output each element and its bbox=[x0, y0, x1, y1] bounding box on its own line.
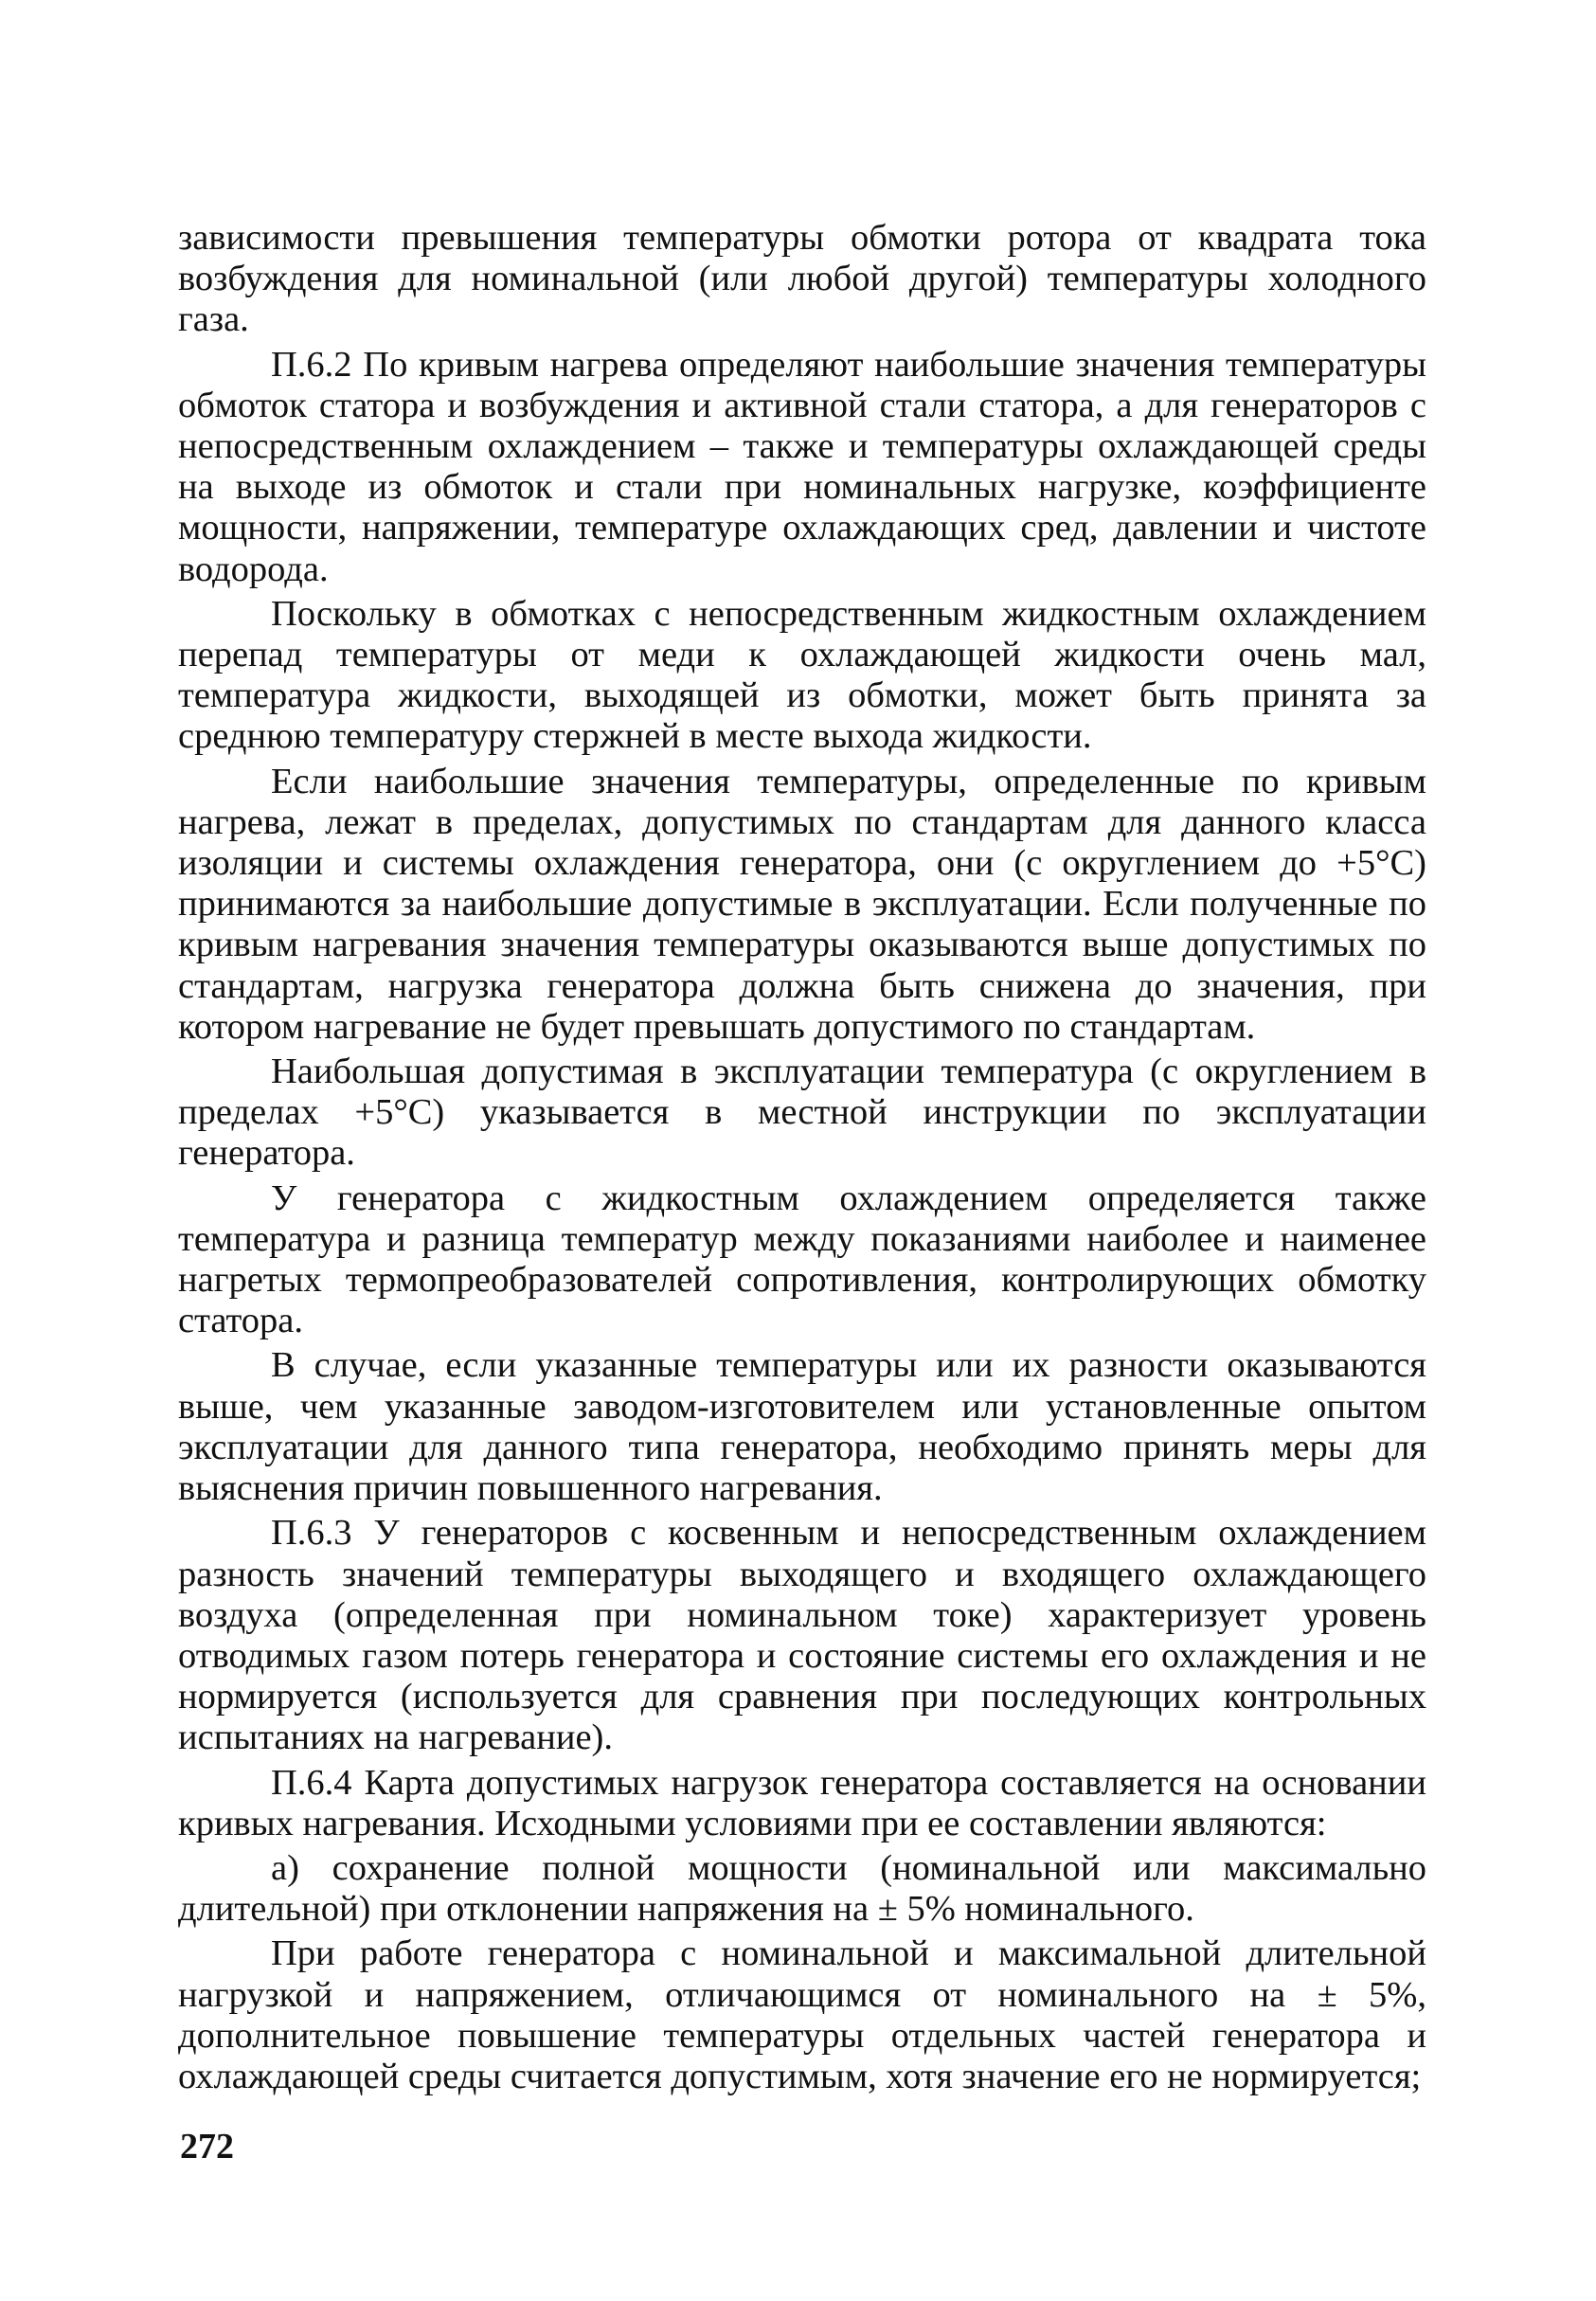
paragraph-liquid-generator: У генератора с жидкостным охлаждением определяется также температура и разница температур между показаниями наиболее и наименее нагретых термопреобразователей сопротивления, контролирующих обмотку статора. bbox=[178, 1177, 1426, 1341]
paragraph-continuation: зависимости превышения температуры обмотки ротора от квадрата тока возбуждения для номинальной (или любой другой) температуры холодного газа. bbox=[178, 218, 1426, 340]
paragraph-operation: При работе генератора с номинальной и максимальной длительной нагрузкой и напряжением, отличающимся от номинального на ± 5%, дополнительное повышение температуры отдельных частей генератора и охлаждающей среды считается допустимым, хотя значение его не нормируется; bbox=[178, 1933, 1426, 2096]
paragraph-item-a: а) сохранение полной мощности (номинальной или максимально длительной) при отклонении напряжения на ± 5% номинального. bbox=[178, 1847, 1426, 1930]
page-number: 272 bbox=[180, 2127, 234, 2166]
document-body bbox=[178, 218, 1426, 2101]
paragraph-p6-2: П.6.2 По кривым нагрева определяют наибольшие значения температуры обмоток статора и возбуждения и активной стали статора, а для генераторов с непосредственным охлаждением – также и температуры охлаждающей среды на выходе из обмоток и стали при номинальных нагрузке, коэффициенте мощности, напряжении, температуре охлаждающих сред, давлении и чистоте водорода. bbox=[178, 344, 1426, 589]
paragraph-max-allowed-temp: Наибольшая допустимая в эксплуатации температура (с округлением в пределах +5°С) указывается в местной инструкции по эксплуатации генератора. bbox=[178, 1052, 1426, 1174]
paragraph-p6-3: П.6.3 У генераторов с косвенным и непосредственным охлаждением разность значений температуры выходящего и входящего охлаждающего воздуха (определенная при номинальном токе) характеризует уровень отводимых газом потерь генератора и состояние системы его охлаждения и не нормируется (используется для сравнения при последующих контрольных испытаниях на нагревание). bbox=[178, 1513, 1426, 1758]
paragraph-exceeding-case: В случае, если указанные температуры или их разности оказываются выше, чем указанные заводом-изготовителем или установленные опытом эксплуатации для данного типа генератора, необходимо принять меры для выяснения причин повышенного нагревания. bbox=[178, 1345, 1426, 1509]
paragraph-liquid-cooling: Поскольку в обмотках с непосредственным жидкостным охлаждением перепад температуры от меди к охлаждающей жидкости очень мал, температура жидкости, выходящей из обмотки, может быть принята за среднюю температуру стержней в месте выхода жидкости. bbox=[178, 593, 1426, 757]
paragraph-max-values: Если наибольшие значения температуры, определенные по кривым нагрева, лежат в пределах, допустимых по стандартам для данного класса изоляции и системы охлаждения генератора, они (с округлением до +5°С) принимаются за наибольшие допустимые в эксплуатации. Если полученные по кривым нагревания значения температуры оказываются выше допустимых по стандартам, нагрузка генератора должна быть снижена до значения, при котором нагревание не будет превышать допустимого по стандартам. bbox=[178, 761, 1426, 1047]
paragraph-p6-4: П.6.4 Карта допустимых нагрузок генератора составляется на основании кривых нагревания. Исходными условиями при ее составлении являются: bbox=[178, 1762, 1426, 1843]
